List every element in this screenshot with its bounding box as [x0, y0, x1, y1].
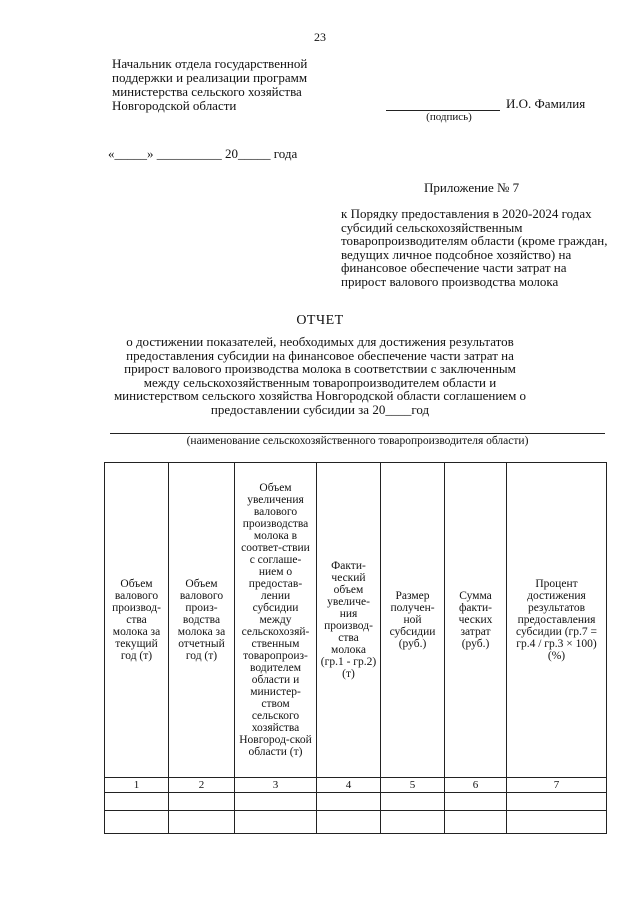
table-cell: [105, 811, 169, 834]
official-line: поддержки и реализации программ: [112, 70, 308, 85]
official-position: [112, 57, 307, 113]
table-cell: [169, 811, 235, 834]
page-number: 23: [314, 30, 326, 44]
header-cell: Объем увеличения валового производства молока в соответ-ствии с соглаше-нием о предостав-лении субсидии между сельскохозяй-ственным товаропроиз-водителем области и министер-ством сельского хозяйства Новгород-ской области (т): [235, 463, 317, 778]
table-cell: [169, 793, 235, 811]
table-cell: [445, 811, 507, 834]
table-row: [105, 793, 607, 811]
table-header-row: [105, 463, 607, 778]
official-line: Начальник отдела государственной: [112, 56, 308, 71]
header-cell: Объем валового произ-водства молока за отчетный год (т): [169, 463, 235, 778]
header-cell: Объем валового производ-ства молока за текущий год (т): [105, 463, 169, 778]
appendix-text: к Порядку предоставления в 2020-2024 годах субсидий сельскохозяйственным товаропроизводителям области (кроме граждан, ведущих личное подсобное хозяйство) на финансовое обеспечение части затрат на прирост валового производства молока: [341, 206, 608, 289]
column-number: 2: [169, 778, 235, 793]
table-cell: [381, 811, 445, 834]
table-cell: [317, 811, 381, 834]
column-number-row: [105, 778, 607, 793]
report-title: ОТЧЕТ: [296, 313, 344, 328]
date-row: «_____» __________ 20_____ года: [108, 146, 298, 161]
header-cell: Сумма факти-ческих затрат (руб.): [445, 463, 507, 778]
table-cell: [235, 811, 317, 834]
report-table: [104, 462, 607, 834]
official-name: И.О. Фамилия: [506, 96, 586, 111]
organization-line: [110, 433, 605, 434]
appendix-title: Приложение № 7: [424, 180, 520, 195]
signature-caption: (подпись): [426, 111, 472, 123]
header-cell: Размер получен-ной субсидии (руб.): [381, 463, 445, 778]
table-cell: [317, 793, 381, 811]
column-number: 1: [105, 778, 169, 793]
table-row: [105, 811, 607, 834]
table-cell: [105, 793, 169, 811]
column-number: 5: [381, 778, 445, 793]
official-line: Новгородской области: [112, 98, 237, 113]
column-number: 4: [317, 778, 381, 793]
table-cell: [507, 811, 607, 834]
table-cell: [235, 793, 317, 811]
header-cell: Факти-ческий объем увеличе-ния производ-ства молока (гр.1 - гр.2) (т): [317, 463, 381, 778]
column-number: 6: [445, 778, 507, 793]
column-number: 3: [235, 778, 317, 793]
column-number: 7: [507, 778, 607, 793]
header-cell: Процент достижения результатов предоставления субсидии (гр.7 = гр.4 / гр.3 × 100) (%): [507, 463, 607, 778]
report-subtitle: о достижении показателей, необходимых для достижения результатов предоставления субсидии на финансовое обеспечение части затрат на прирост валового производства молока в соответствии с заключенным между сельскохозяйственным товаропроизводителем области и министерством сельского хозяйства Новгородской области соглашением о предоставлении субсидии за 20____год: [113, 334, 527, 417]
table-cell: [381, 793, 445, 811]
organization-caption: (наименование сельскохозяйственного товаропроизводителя области): [186, 435, 529, 447]
table-cell: [445, 793, 507, 811]
table-cell: [507, 793, 607, 811]
official-line: министерства сельского хозяйства: [112, 84, 302, 99]
